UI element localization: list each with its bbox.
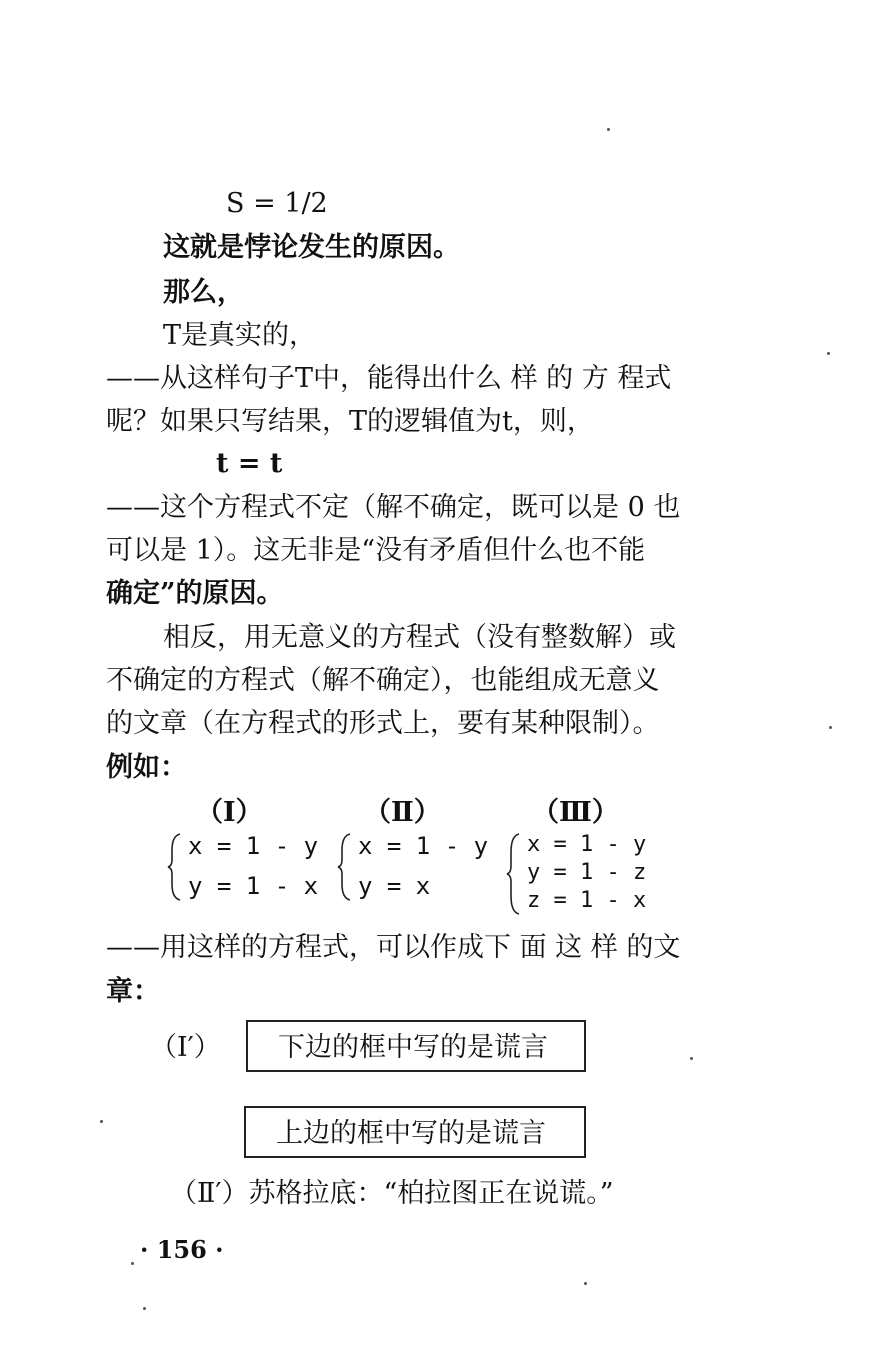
text-line-13: 例如： [106, 752, 187, 783]
text-line-11: 不确定的方程式（解不确定），也能组成无意义 [106, 665, 660, 696]
equation-row: y = x [358, 872, 431, 900]
scan-speck [143, 1307, 146, 1310]
text-line-15: 章： [106, 976, 160, 1007]
text-line-5: 呢？如果只写结果，T的逻辑值为t，则， [106, 406, 594, 437]
text-line-12: 的文章（在方程式的形式上，要有某种限制）。 [106, 708, 660, 739]
text-line-4: ——从这样句子T中，能得出什么 样 的 方 程式 [106, 363, 672, 394]
left-brace-icon [166, 832, 184, 902]
page-number: · 156 · [140, 1235, 224, 1264]
box-lower: 上边的框中写的是谎言 [244, 1106, 586, 1158]
equation-row: x = 1 - y [188, 832, 319, 860]
scan-speck [829, 726, 832, 729]
scan-speck [131, 1262, 134, 1265]
scan-speck [827, 352, 830, 355]
equation-row: y = 1 - x [188, 872, 319, 900]
equation-label-1: （Ⅰ） [196, 797, 263, 828]
box-upper: 下边的框中写的是谎言 [246, 1020, 586, 1072]
text-line-1: 这就是悖论发生的原因。 [163, 232, 460, 263]
example-ii-prime: （Ⅱ′）苏格拉底：“柏拉图正在说谎。” [170, 1178, 614, 1209]
text-line-10: 相反，用无意义的方程式（没有整数解）或 [163, 622, 676, 653]
scan-speck [690, 1057, 693, 1060]
equation-label-3: （Ⅲ） [532, 797, 619, 828]
formula-s: S = 1/2 [226, 188, 328, 219]
equation-row: z = 1 - x [527, 888, 647, 913]
left-brace-icon [336, 832, 354, 902]
text-line-2: 那么， [163, 277, 244, 308]
example-label-i-prime: （Ⅰ′） [150, 1032, 221, 1063]
formula-t: t = t [216, 448, 283, 479]
scan-speck [584, 1282, 587, 1285]
text-line-3: T是真实的， [163, 320, 317, 351]
text-line-14: ——用这样的方程式，可以作成下 面 这 样 的文 [106, 932, 681, 963]
equation-row: x = 1 - y [358, 832, 489, 860]
equation-row: x = 1 - y [527, 832, 647, 857]
equation-system-3 [505, 832, 655, 920]
equation-row: y = 1 - z [527, 860, 647, 885]
equation-system-1 [166, 832, 319, 912]
equation-system-2 [336, 832, 489, 912]
scan-speck [100, 1120, 103, 1123]
text-line-8: 可以是 1）。这无非是“没有矛盾但什么也不能 [106, 535, 646, 566]
left-brace-icon [505, 832, 523, 916]
scan-speck [607, 128, 610, 131]
text-line-9: 确定”的原因。 [106, 578, 284, 609]
text-line-7: ——这个方程式不定（解不确定，既可以是 0 也 [106, 492, 681, 523]
equation-label-2: （Ⅱ） [364, 797, 441, 828]
